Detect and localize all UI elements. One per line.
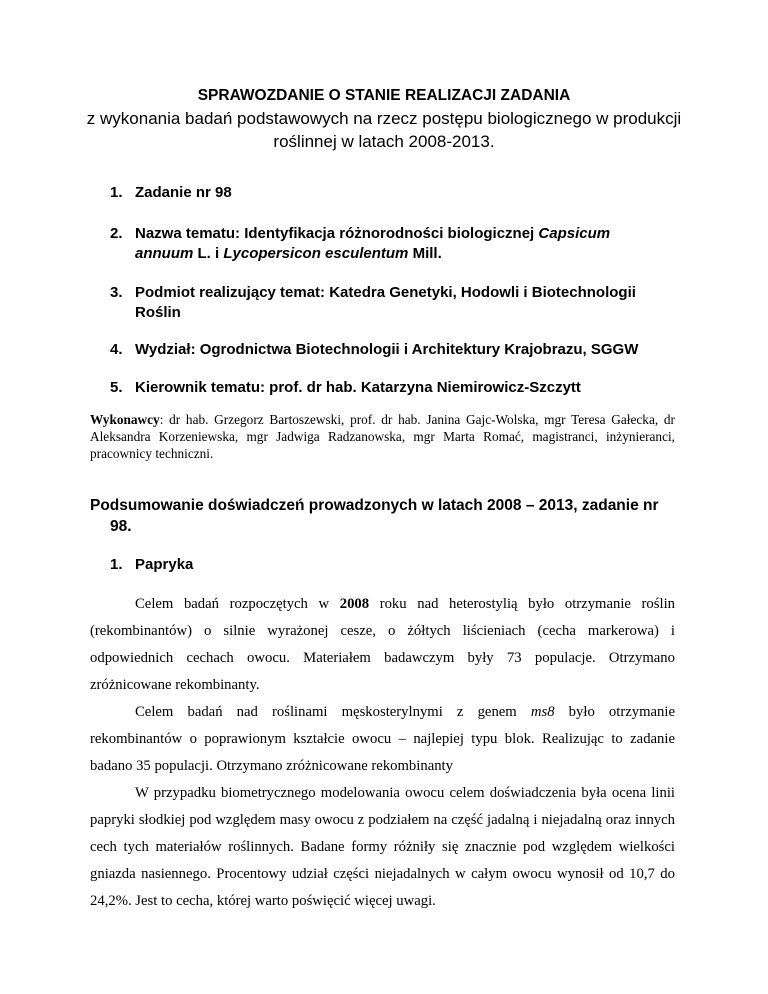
document-subtitle-line1: z wykonania badań podstawowych na rzecz postępu biologicznego w produkcji [86, 109, 682, 128]
topic-author: Mill. [408, 245, 442, 262]
document-header [60, 84, 708, 153]
workers-text: : dr hab. Grzegorz Bartoszewski, prof. dr hab. Janina Gajc-Wolska, mgr Teresa Gałecka, dr Aleksandra Korzeniewska, mgr Jadwiga Radzanowska, mgr Marta Romać, magistranci, inżynieranci, pracownicy techniczni. [90, 412, 675, 461]
section-number: 1. [110, 556, 123, 573]
paragraph-heterostyly [90, 591, 675, 699]
species-capsicum: Capsicum [538, 225, 611, 242]
summary-heading [90, 495, 675, 537]
document-title: SPRAWOZDANIE O STANIE REALIZACJI ZADANIA [197, 87, 571, 104]
list-item-faculty [110, 340, 670, 360]
list-text [135, 224, 670, 264]
species-lycopersicon: Lycopersicon esculentum [223, 245, 409, 262]
list-number: 5. [110, 379, 123, 396]
list-number: 1. [110, 184, 123, 201]
list-text: Kierownik tematu: prof. dr hab. Katarzyna Niemirowicz-Szczytt [135, 379, 581, 396]
paragraph-text: Celem badań nad roślinami męskosterylnymi z genem [135, 704, 531, 720]
section-heading-papryka [110, 555, 670, 575]
list-item-manager [110, 378, 670, 398]
list-number: 2. [110, 225, 123, 242]
list-number: 4. [110, 341, 123, 358]
workers-label: Wykonawcy [90, 412, 160, 427]
list-text: Wydział: Ogrodnictwa Biotechnologii i Architektury Krajobrazu, SGGW [135, 341, 639, 358]
paragraph-male-sterile [90, 699, 675, 780]
paragraph-text: Celem badań rozpoczętych w [135, 596, 340, 612]
paragraph-text: roku nad heterostylią było otrzymanie roślin (rekombinantów) o silnie wyrażonej cesze, o żółtych liścieniach (cecha markerowa) i odpowiednich cechach owocu. Materiałem badawczym były 73 populacje. Otrzymano zróżnicowane rekombinanty. [90, 596, 675, 693]
paragraph-biometric: W przypadku biometrycznego modelowania owocu celem doświadczenia była ocena linii papryki słodkiej pod względem masy owocu z podziałem na część jadalną i niejadalną oraz innych cech tych materiałów roślinnych. Badane formy różniły się znacznie pod względem wielkości gniazda nasiennego. Procentowy udział części niejadalnych w całym owocu wynosił od 10,7 do 24,2%. Jest to cecha, której warto poświęcić więcej uwagi. [90, 785, 675, 909]
species-annuum: annuum [135, 245, 194, 262]
list-text: Podmiot realizujący temat: Katedra Genetyki, Hodowli i Biotechnologii Roślin [135, 284, 636, 321]
year-highlight: 2008 [339, 596, 370, 612]
list-text: Zadanie nr 98 [135, 184, 232, 201]
topic-label: Nazwa tematu: Identyfikacja różnorodności biologicznej [135, 225, 539, 242]
summary-line1: Podsumowanie doświadczeń prowadzonych w latach 2008 – 2013, zadanie nr [90, 497, 659, 514]
list-number: 3. [110, 284, 123, 301]
gene-name: ms8 [530, 704, 555, 720]
document-subtitle-line2: roślinnej w latach 2008-2013. [273, 132, 495, 151]
paragraph-text: było otrzymanie rekombinantów o poprawionym kształcie owocu – najlepiej typu blok. Realizując to zadanie badano 35 populacji. Otrzymano zróżnicowane rekombinanty [90, 704, 675, 774]
summary-line2: 98. [110, 518, 132, 535]
topic-connector: L. i [193, 245, 224, 262]
list-item-task-number [110, 183, 670, 203]
body-text [90, 591, 675, 915]
list-item-topic-name [110, 224, 670, 264]
list-item-entity [110, 283, 670, 323]
section-title: Papryka [135, 556, 194, 573]
workers-paragraph [90, 411, 675, 462]
